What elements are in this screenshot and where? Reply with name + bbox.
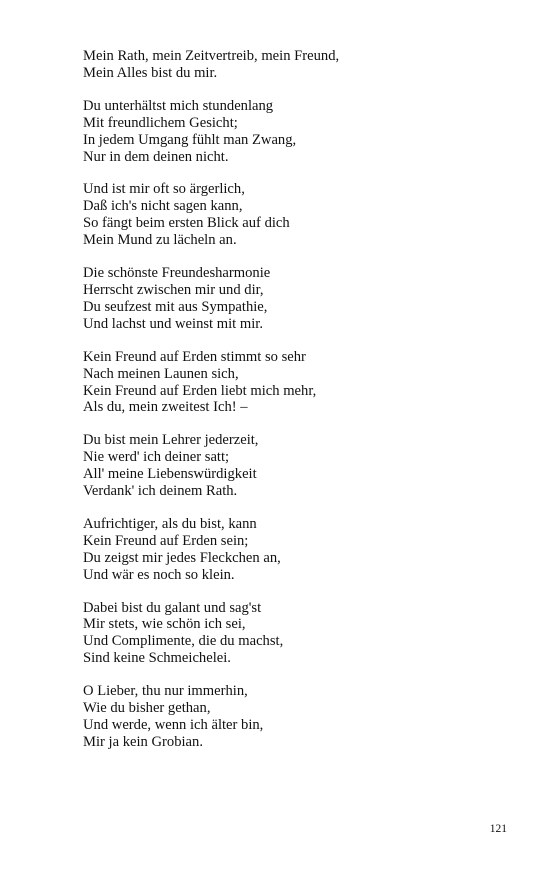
poem-line: O Lieber, thu nur immerhin, <box>83 683 248 700</box>
poem-line: Und wär es noch so klein. <box>83 566 235 583</box>
stanza <box>83 48 503 82</box>
poem-line: Und lachst und weinst mit mir. <box>83 315 263 332</box>
poem-line: Nur in dem deinen nicht. <box>83 148 229 165</box>
poem-line: Mir ja kein Grobian. <box>83 733 203 750</box>
poem-line: Wie du bisher gethan, <box>83 700 211 717</box>
page-number: 121 <box>489 823 507 835</box>
poem-line: Mit freundlichem Gesicht; <box>83 114 238 131</box>
poem-line: Du zeigst mir jedes Fleckchen an, <box>83 549 281 566</box>
poem-line: Als du, mein zweitest Ich! – <box>83 399 248 416</box>
poem-line: Und ist mir oft so ärgerlich, <box>83 181 245 198</box>
stanza <box>83 600 503 668</box>
stanza <box>83 181 503 249</box>
poem-line: Mein Alles bist du mir. <box>83 64 218 81</box>
poem-line: Mir stets, wie schön ich sei, <box>83 616 246 633</box>
poem-line: In jedem Umgang fühlt man Zwang, <box>83 131 297 148</box>
poem-line: Mein Mund zu lächeln an. <box>83 232 237 249</box>
stanza <box>83 265 503 333</box>
poem-line: Du unterhältst mich stundenlang <box>83 97 274 114</box>
poem-line: Sind keine Schmeichelei. <box>83 650 231 667</box>
poem-line: Und Complimente, die du machst, <box>83 633 284 650</box>
poem-line: Dabei bist du galant und sag'st <box>83 599 262 616</box>
poem-line: All' meine Liebenswürdigkeit <box>83 466 257 483</box>
poem-line: Nie werd' ich deiner satt; <box>83 449 230 466</box>
stanza <box>83 98 503 166</box>
poem-line: Herrscht zwischen mir und dir, <box>83 281 264 298</box>
poem-line: Die schönste Freundesharmonie <box>83 265 271 282</box>
poem-line: So fängt beim ersten Blick auf dich <box>83 215 290 232</box>
poem-line: Daß ich's nicht sagen kann, <box>83 198 243 215</box>
stanza <box>83 516 503 584</box>
poem-line: Aufrichtiger, als du bist, kann <box>83 515 257 532</box>
poem-line: Nach meinen Launen sich, <box>83 365 239 382</box>
poem-line: Kein Freund auf Erden liebt mich mehr, <box>83 382 317 399</box>
poem-line: Und werde, wenn ich älter bin, <box>83 717 264 733</box>
poem <box>83 48 503 767</box>
poem-line: Kein Freund auf Erden stimmt so sehr <box>83 348 306 365</box>
poem-line: Du seufzest mit aus Sympathie, <box>83 298 268 315</box>
stanza <box>83 432 503 500</box>
stanza <box>83 349 503 417</box>
poem-line: Du bist mein Lehrer jederzeit, <box>83 432 259 449</box>
stanza <box>83 683 503 751</box>
poem-line: Kein Freund auf Erden sein; <box>83 532 249 549</box>
poem-line: Mein Rath, mein Zeitvertreib, mein Freund, <box>83 48 340 64</box>
poem-line: Verdank' ich deinem Rath. <box>83 483 238 500</box>
